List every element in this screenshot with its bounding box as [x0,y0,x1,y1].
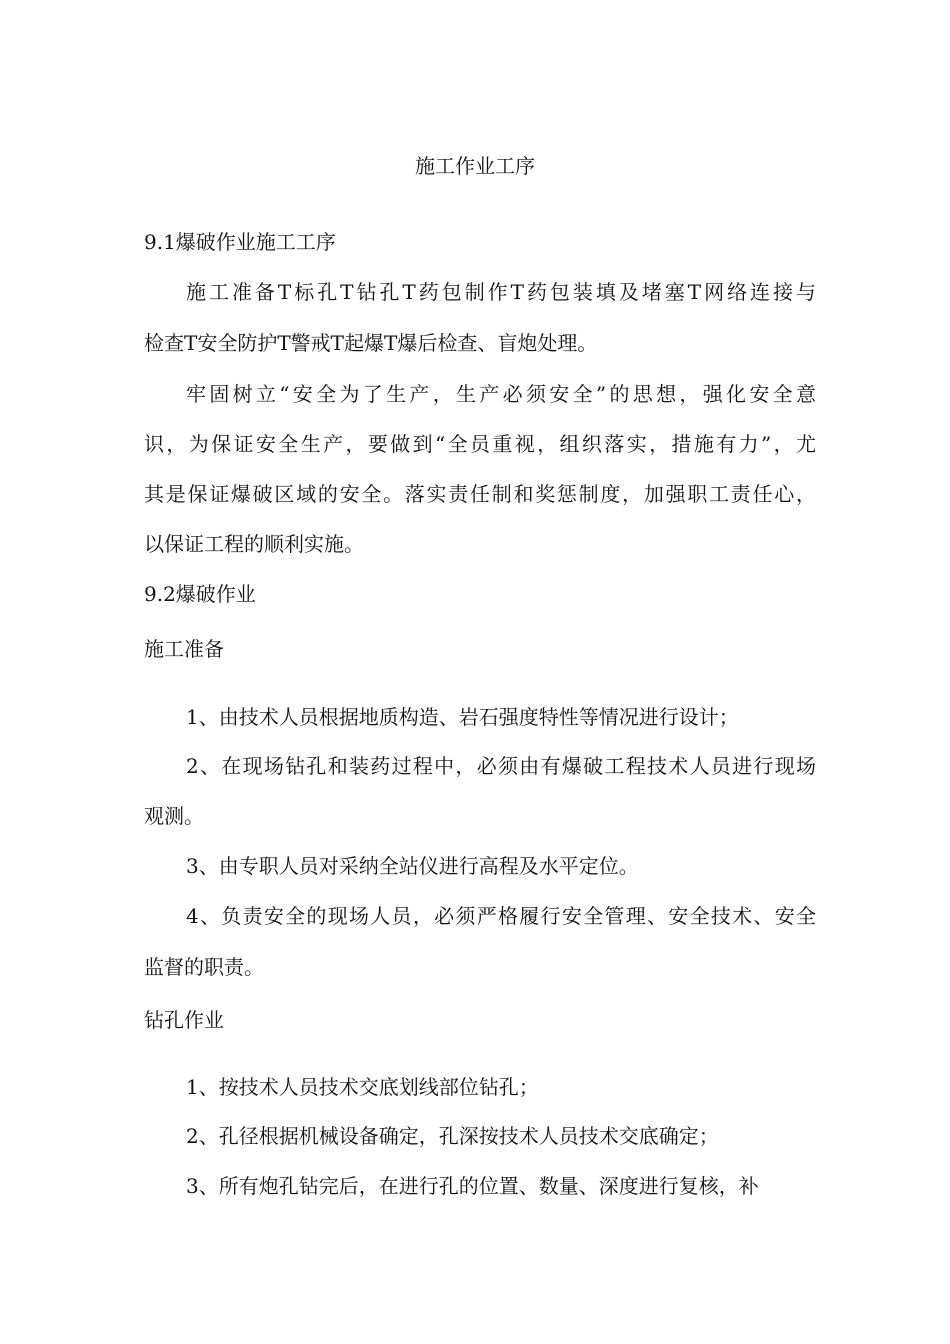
prep-item-4-line-1: 4、负责安全的现场人员，必须严格履行安全管理、安全技术、安全 [186,904,816,928]
paragraph-safety-line-1: 牢固树立“安全为了生产，生产必须安全”的思想，强化安全意 [186,382,816,406]
paragraph-safety-line-4: 以保证工程的顺利实施。 [144,532,364,556]
paragraph-process-line-2: 检查T安全防护T警戒T起爆T爆后检查、盲炮处理。 [144,331,598,355]
subheading-preparation: 施工准备 [144,637,224,661]
paragraph-safety-line-3: 其是保证爆破区域的安全。落实责任制和奖惩制度，加强职工责任心， [144,482,816,506]
prep-item-3: 3、由专职人员对采纳全站仪进行高程及水平定位。 [186,854,639,878]
prep-item-2-line-2: 观测。 [144,804,204,828]
section-heading-9-1: 9.1爆破作业施工工序 [144,230,336,254]
prep-item-2-line-1: 2、在现场钻孔和装药过程中，必须由有爆破工程技术人员进行现场 [186,754,816,778]
drill-item-2: 2、孔径根据机械设备确定，孔深按技术人员技术交底确定； [186,1124,719,1148]
prep-item-1: 1、由技术人员根据地质构造、岩石强度特性等情况进行设计； [186,705,739,729]
page-title: 施工作业工序 [415,154,535,178]
section-heading-9-2: 9.2爆破作业 [144,582,256,606]
drill-item-1: 1、按技术人员技术交底划线部位钻孔； [186,1075,539,1099]
subheading-drilling: 钻孔作业 [144,1008,224,1032]
paragraph-process-line-1: 施工准备T标孔T钻孔T药包制作T药包装填及堵塞T网络连接与 [186,280,816,304]
paragraph-safety-line-2: 识，为保证安全生产，要做到“全员重视，组织落实，措施有力”，尤 [144,432,816,456]
drill-item-3: 3、所有炮孔钻完后，在进行孔的位置、数量、深度进行复核，补 [186,1174,759,1198]
prep-item-4-line-2: 监督的职责。 [144,955,264,979]
